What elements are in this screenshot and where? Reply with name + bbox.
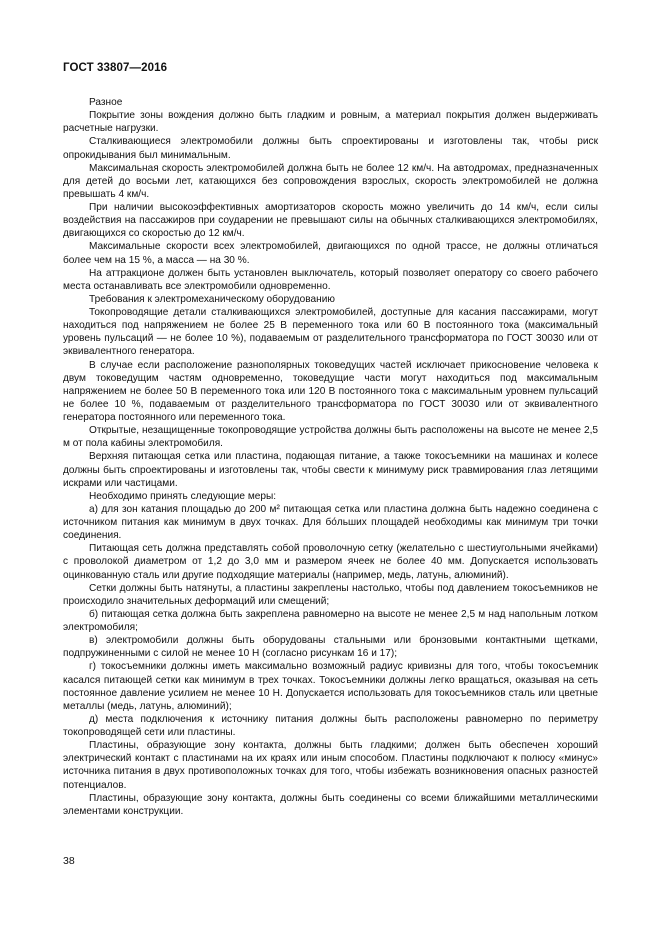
section-heading-electromechanical: Требования к электромеханическому оборудованию [89, 293, 335, 305]
list-item: в) электромобили должны быть оборудованы стальными или бронзовыми контактными щетками, подпружиненными с силой не менее 10 Н (согласно рисункам 16 и 17); [63, 635, 598, 660]
paragraph: Токопроводящие детали сталкивающихся электромобилей, доступные для касания пассажирами, могут находиться под напряжением не более 25 В переменного тока или 60 В постоянного тока (максимальный уровень пульсаций — не более 10 %), подаваемым от разделительного трансформатора по ГОСТ 30030 или от эквивалентного генератора. [63, 307, 598, 358]
section-heading-misc: Разное [89, 97, 123, 108]
paragraph: Максимальные скорости всех электромобилей, двигающихся по одной трассе, не должны отличаться более чем на 15 %, а масса — на 30 %. [63, 241, 598, 266]
paragraph: Питающая сеть должна представлять собой проволочную сетку (желательно с шестиугольными ячейками) с проволокой диаметром от 1,2 до 3,0 мм и размером ячеек не более 40 мм. Допускается использовать оцинкованную сталь или другие подходящие материалы (например, медь, латунь, алюминий). [63, 543, 598, 581]
list-item: г) токосъемники должны иметь максимально возможный радиус кривизны для того, чтобы токосъемник касался питающей сетки как минимум в трех точках. Токосъемники должны легко вращаться, оказывая на сеть постоянное давление усилием не менее 10 Н. Допускается использовать для токосъемников сталь или цветные металлы (медь, латунь, алюминий); [63, 661, 598, 712]
list-item: б) питающая сетка должна быть закреплена равномерно на высоте не менее 2,5 м над напольным лотком электромобиля; [63, 608, 598, 633]
paragraph: Сталкивающиеся электромобили должны быть спроектированы и изготовлены так, чтобы риск опрокидывания был минимальным. [63, 136, 598, 161]
paragraph: Покрытие зоны вождения должно быть гладким и ровным, а материал покрытия должен выдерживать расчетные нагрузки. [63, 110, 598, 135]
paragraph: Необходимо принять следующие меры: [89, 490, 277, 502]
paragraph: Пластины, образующие зону контакта, должны быть соединены со всеми ближайшими металлическими элементами конструкции. [63, 792, 598, 817]
list-item: а) для зон катания площадью до 200 м² питающая сетка или пластина должна быть надежно соединена с источником питания как минимум в двух точках. Для бо́льших площадей необходимы как минимум три точки соединения. [63, 503, 598, 542]
paragraph: Максимальная скорость электромобилей должна быть не более 12 км/ч. На автодромах, предназначенных для детей до восьми лет, катающихся без сопровождения взрослых, скорость электромобилей не должна превышать 4 км/ч. [63, 162, 598, 200]
document-header: ГОСТ 33807—2016 [63, 62, 168, 74]
paragraph: Верхняя питающая сетка или пластина, подающая питание, а также токосъемники на машинах и колесе должны быть спроектированы и изготовлены так, чтобы свести к минимуму риск травмирования глаз летящими искрами или частицами. [63, 451, 598, 489]
page-number: 38 [63, 855, 75, 867]
paragraph: В случае если расположение разнополярных токоведущих частей исключает прикосновение человека к двум токоведущим частям одновременно, токоведущие части могут находиться под максимальным напряжением не более 50 В переменного тока или 120 В постоянного тока с максимальным уровнем пульсаций не более 10 %, подаваемым от разделительного трансформатора по ГОСТ 30030 или от эквивалентного генератора постоянного или переменного тока. [63, 359, 598, 423]
paragraph: На аттракционе должен быть установлен выключатель, который позволяет оператору со своего рабочего места останавливать все электромобили одновременно. [63, 267, 598, 292]
paragraph: При наличии высокоэффективных амортизаторов скорость можно увеличить до 14 км/ч, если силы воздействия на пассажиров при соударении не превышают силы на обычных сталкивающихся электромобилях, двигающихся со скоростью до 12 км/ч. [63, 202, 598, 240]
document-body [63, 96, 598, 818]
paragraph: Сетки должны быть натянуты, а пластины закреплены настолько, чтобы под давлением токосъемников не происходило значительных деформаций или смещений; [63, 582, 598, 607]
list-item: д) места подключения к источнику питания должны быть расположены равномерно по периметру токопроводящей сети или пластины. [63, 713, 598, 738]
paragraph: Пластины, образующие зону контакта, должны быть гладкими; должен быть обеспечен хороший электрический контакт с пластинами на их краях или иным способом. Пластины подключают к полюсу «минус» источника питания в двух противоположных точках для того, чтобы избежать возникновения опасных разностей потенциалов. [63, 740, 598, 791]
paragraph: Открытые, незащищенные токопроводящие устройства должны быть расположены на высоте не менее 2,5 м от пола кабины электромобиля. [63, 425, 598, 450]
